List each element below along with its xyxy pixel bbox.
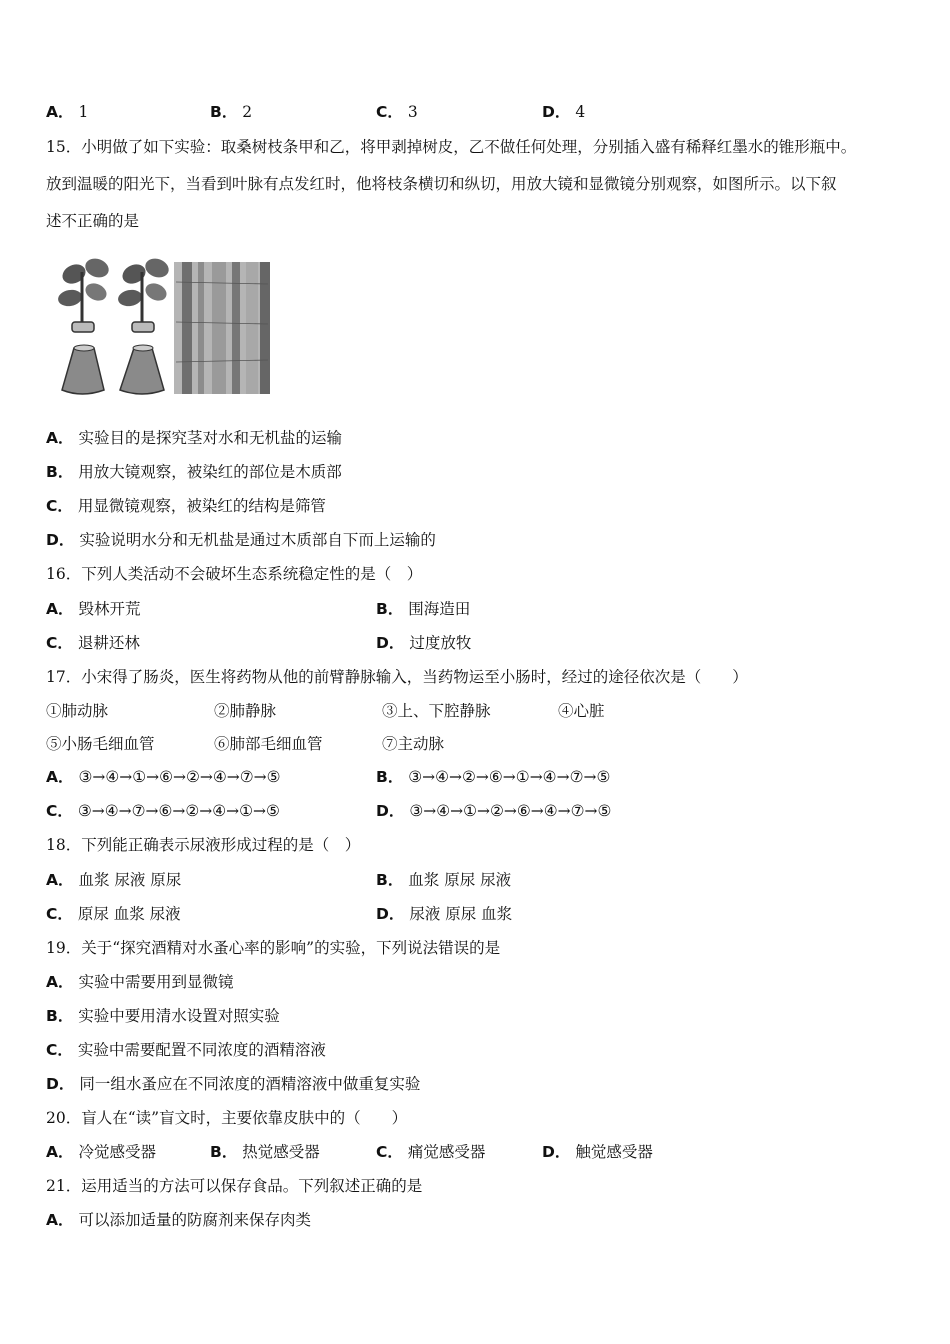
option-label: C．: [46, 634, 73, 652]
option-text: 实验中需要用到显微镜: [78, 973, 234, 991]
option-text: 实验中要用清水设置对照实验: [78, 1007, 280, 1025]
q16-option-c[interactable]: [46, 633, 140, 653]
option-text: 退耕还林: [77, 634, 140, 652]
option-label: D．: [376, 802, 405, 820]
q19-option-d[interactable]: [46, 1074, 420, 1094]
option-label: C．: [376, 1143, 403, 1161]
option-text: 同一组水蚤应在不同浓度的酒精溶液中做重复实验: [79, 1075, 421, 1093]
option-label: B．: [46, 463, 74, 481]
option-label: D．: [46, 1075, 75, 1093]
q19-stem: 19．关于“探究酒精对水蚤心率的影响”的实验，下列说法错误的是: [46, 939, 501, 957]
q17-item-4: ④心脏: [558, 702, 605, 720]
q17-option-d[interactable]: [376, 801, 611, 821]
option-text: 实验目的是探究茎对水和无机盐的运输: [78, 429, 342, 447]
option-label: C．: [46, 1041, 73, 1059]
q18-option-a[interactable]: [46, 870, 181, 890]
option-label: D．: [376, 905, 405, 923]
option-label: A．: [46, 871, 74, 889]
q18-option-d[interactable]: [376, 904, 512, 924]
option-text: 毁林开荒: [78, 600, 141, 618]
option-label: D．: [542, 1143, 571, 1161]
q15-stem-line1: 15．小明做了如下实验：取桑树枝条甲和乙，将甲剥掉树皮，乙不做任何处理，分别插入盛有稀释红墨水的锥形瓶中。: [46, 138, 857, 156]
q21-option-a[interactable]: [46, 1210, 311, 1230]
option-label: D．: [542, 103, 571, 121]
option-text: 3: [407, 103, 418, 121]
branch-yi-figure: [117, 255, 172, 394]
option-label: C．: [46, 802, 73, 820]
option-text: ③→④→①→②→⑥→④→⑦→⑤: [409, 802, 612, 820]
q17-option-a[interactable]: [46, 767, 281, 787]
q17-item-3: ③上、下腔静脉: [382, 702, 491, 720]
q18-option-b[interactable]: [376, 870, 511, 890]
q17-item-1: ①肺动脉: [46, 702, 109, 720]
q21-stem: 21．运用适当的方法可以保存食品。下列叙述正确的是: [46, 1177, 423, 1195]
q15-stem-line3: 述不正确的是: [46, 212, 140, 230]
option-label: A．: [46, 768, 74, 786]
option-text: 2: [242, 103, 253, 121]
q16-option-d[interactable]: [376, 633, 471, 653]
q16-option-b[interactable]: [376, 599, 470, 619]
q19-option-a[interactable]: [46, 972, 233, 992]
option-label: D．: [376, 634, 405, 652]
q19-option-c[interactable]: [46, 1040, 326, 1060]
q15-option-c[interactable]: [46, 496, 326, 516]
q17-item-2: ②肺静脉: [214, 702, 277, 720]
option-label: B．: [376, 871, 404, 889]
q20-option-b[interactable]: [210, 1142, 320, 1162]
option-text: 1: [78, 103, 89, 121]
option-text: 原尿 血浆 尿液: [77, 905, 181, 923]
option-text: 触觉感受器: [575, 1143, 653, 1161]
q17-item-5: ⑤小肠毛细血管: [46, 735, 155, 753]
q14-option-a[interactable]: [46, 102, 88, 122]
q15-option-d[interactable]: [46, 530, 436, 550]
q17-option-b[interactable]: [376, 767, 610, 787]
option-text: 可以添加适量的防腐剂来保存肉类: [78, 1211, 311, 1229]
option-text: 用显微镜观察，被染红的结构是筛管: [77, 497, 326, 515]
branch-jia-figure: [57, 255, 112, 394]
experiment-figure: [52, 252, 274, 398]
q16-option-a[interactable]: [46, 599, 140, 619]
option-label: D．: [46, 531, 75, 549]
option-label: A．: [46, 103, 74, 121]
q20-stem: 20．盲人在“读”盲文时，主要依靠皮肤中的（ ）: [46, 1109, 408, 1127]
q20-option-d[interactable]: [542, 1142, 653, 1162]
q16-stem: 16．下列人类活动不会破坏生态系统稳定性的是（ ）: [46, 565, 423, 583]
longitudinal-section-figure: [174, 262, 270, 394]
option-label: B．: [376, 768, 404, 786]
q15-option-b[interactable]: [46, 462, 342, 482]
q20-option-c[interactable]: [376, 1142, 485, 1162]
q14-option-b[interactable]: [210, 102, 252, 122]
option-text: 过度放牧: [409, 634, 472, 652]
option-label: A．: [46, 1143, 74, 1161]
option-label: A．: [46, 973, 74, 991]
option-label: A．: [46, 1211, 74, 1229]
q15-stem-line2: 放到温暖的阳光下，当看到叶脉有点发红时，他将枝条横切和纵切，用放大镜和显微镜分别观察，如图所示。以下叙: [46, 175, 837, 193]
option-text: 尿液 原尿 血浆: [409, 905, 513, 923]
option-label: B．: [210, 1143, 238, 1161]
option-text: 冷觉感受器: [78, 1143, 156, 1161]
option-text: 实验中需要配置不同浓度的酒精溶液: [77, 1041, 326, 1059]
option-text: 围海造田: [408, 600, 471, 618]
q17-stem: 17．小宋得了肠炎，医生将药物从他的前臂静脉输入，当药物运至小肠时，经过的途径依次是（ ）: [46, 668, 748, 686]
option-text: 痛觉感受器: [407, 1143, 486, 1161]
option-text: 用放大镜观察，被染红的部位是木质部: [78, 463, 342, 481]
q18-option-c[interactable]: [46, 904, 181, 924]
option-text: 4: [575, 103, 586, 121]
q18-stem: 18．下列能正确表示尿液形成过程的是（ ）: [46, 836, 361, 854]
option-label: C．: [376, 103, 403, 121]
q15-option-a[interactable]: [46, 428, 342, 448]
option-text: ③→④→②→⑥→①→④→⑦→⑤: [408, 768, 611, 786]
option-label: A．: [46, 600, 74, 618]
q20-option-a[interactable]: [46, 1142, 156, 1162]
option-label: B．: [210, 103, 238, 121]
option-label: C．: [46, 905, 73, 923]
option-label: C．: [46, 497, 73, 515]
q17-option-c[interactable]: [46, 801, 280, 821]
option-label: B．: [46, 1007, 74, 1025]
option-text: 血浆 尿液 原尿: [78, 871, 182, 889]
option-text: ③→④→①→⑥→②→④→⑦→⑤: [78, 768, 281, 786]
option-text: ③→④→⑦→⑥→②→④→①→⑤: [77, 802, 280, 820]
option-text: 血浆 原尿 尿液: [408, 871, 512, 889]
q14-option-c[interactable]: [376, 102, 418, 122]
q17-item-6: ⑥肺部毛细血管: [214, 735, 323, 753]
q14-option-d[interactable]: [542, 102, 585, 122]
option-label: A．: [46, 429, 74, 447]
q17-item-7: ⑦主动脉: [382, 735, 445, 753]
option-text: 热觉感受器: [242, 1143, 320, 1161]
option-label: B．: [376, 600, 404, 618]
option-text: 实验说明水分和无机盐是通过木质部自下而上运输的: [79, 531, 436, 549]
q19-option-b[interactable]: [46, 1006, 280, 1026]
